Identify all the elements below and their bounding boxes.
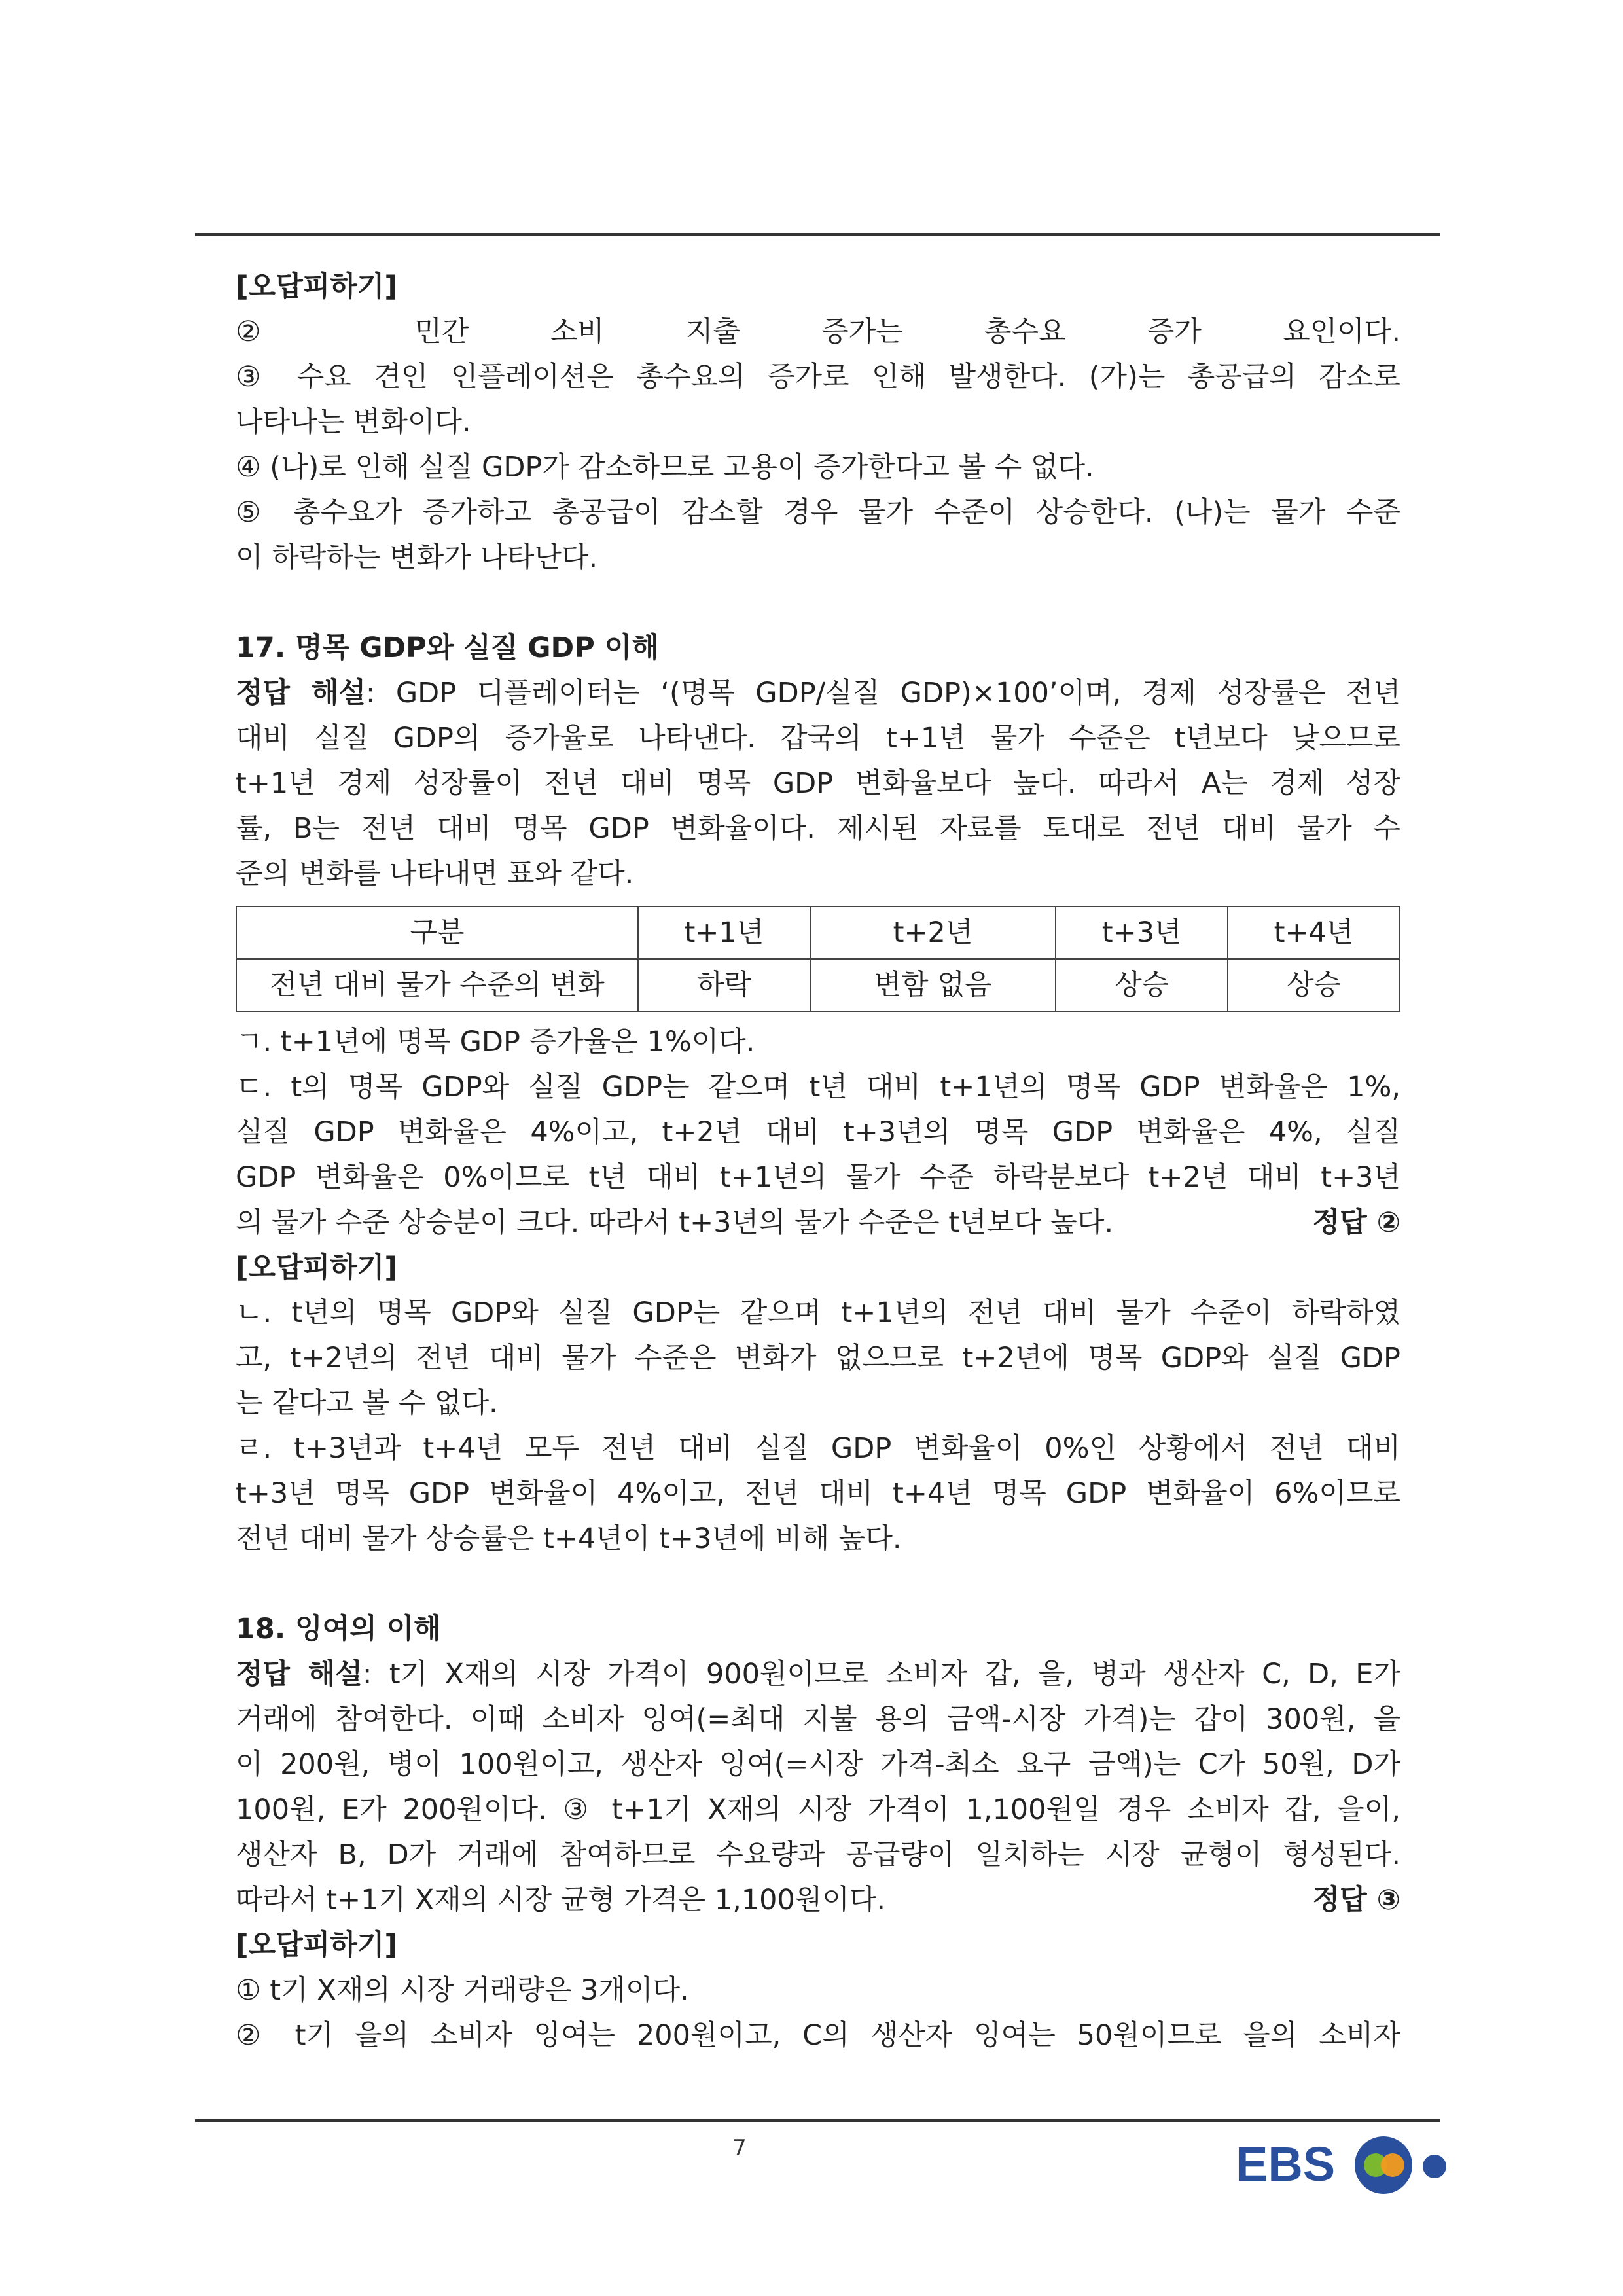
- text-line: ② 민간 소비 지출 증가는 총수요 증가 요인이다.: [236, 315, 1400, 348]
- question-title: 18. 잉여의 이해: [236, 1613, 441, 1645]
- text-line: ③ 수요 견인 인플레이션은 총수요의 증가로 인해 발생한다. (가)는 총공급의 감소로: [236, 361, 1400, 393]
- table-cell: 하락: [638, 959, 810, 1011]
- text-line: ㄴ. t년의 명목 GDP와 실질 GDP는 같으며 t+1년의 전년 대비 물가 수준이 하락하였: [236, 1297, 1400, 1329]
- text-line: 대비 실질 GDP의 증가율로 나타낸다. 갑국의 t+1년 물가 수준은 t년보다 낮으므로: [236, 722, 1400, 755]
- table-cell: 상승: [1056, 959, 1228, 1011]
- correct-answer: 정답 ②: [1312, 1206, 1400, 1239]
- table-cell: 전년 대비 물가 수준의 변화: [236, 959, 638, 1011]
- text-line: 률, B는 전년 대비 명목 GDP 변화율이다. 제시된 자료를 토대로 전년 대비 물가 수: [236, 812, 1400, 845]
- table-row: [236, 959, 1400, 1011]
- text-line: 따라서 t+1기 X재의 시장 균형 가격은 1,100원이다.: [236, 1884, 886, 1916]
- text-line: 이 200원, 병이 100원이고, 생산자 잉여(=시장 가격-최소 요구 금액)는 C가 50원, D가: [236, 1748, 1400, 1781]
- table-header-cell: t+2년: [810, 906, 1056, 959]
- text-line: 는 같다고 볼 수 없다.: [236, 1387, 498, 1420]
- text-line: t+3년 명목 GDP 변화율이 4%이고, 전년 대비 t+4년 명목 GDP 변화율이 6%이므로: [236, 1477, 1400, 1510]
- table-header-cell: t+3년: [1056, 906, 1228, 959]
- text-line: ① t기 X재의 시장 거래량은 3개이다.: [236, 1974, 689, 2007]
- text-line: t+1년 경제 성장률이 전년 대비 명목 GDP 변화율보다 높다. 따라서 A는 경제 성장: [236, 767, 1400, 800]
- text-line: 실질 GDP 변화율은 4%이고, t+2년 대비 t+3년의 명목 GDP 변화율은 4%, 실질: [236, 1116, 1400, 1149]
- text-line: ㄹ. t+3년과 t+4년 모두 전년 대비 실질 GDP 변화율이 0%인 상황에서 전년 대비: [236, 1432, 1400, 1465]
- text-line: ㄷ. t의 명목 GDP와 실질 GDP는 같으며 t년 대비 t+1년의 명목 GDP 변화율은 1%,: [236, 1071, 1400, 1103]
- logo-orange-dot-icon: [1381, 2153, 1404, 2177]
- text-line: 100원, E가 200원이다. ③ t+1기 X재의 시장 가격이 1,100원일 경우 소비자 갑, 을이,: [236, 1793, 1400, 1826]
- text-line: 이 하락하는 변화가 나타난다.: [236, 541, 598, 574]
- text-line: ⑤ 총수요가 증가하고 총공급이 감소할 경우 물가 수준이 상승한다. (나)는 물가 수준: [236, 496, 1400, 529]
- answer-line: [236, 1200, 1400, 1246]
- table-header-cell: t+4년: [1228, 906, 1400, 959]
- table-header-row: [236, 906, 1400, 959]
- text-line: ④ (나)로 인해 실질 GDP가 감소하므로 고용이 증가한다고 볼 수 없다.: [236, 451, 1094, 484]
- text-line: 준의 변화를 나타내면 표와 같다.: [236, 857, 634, 890]
- question-title: 17. 명목 GDP와 실질 GDP 이해: [236, 632, 659, 664]
- text-line: 정답 해설: t기 X재의 시장 가격이 900원이므로 소비자 갑, 을, 병과 생산자 C, D, E가: [236, 1658, 1401, 1691]
- table-cell: 변함 없음: [810, 959, 1056, 1011]
- table-header-cell: t+1년: [638, 906, 810, 959]
- text-line: 고, t+2년의 전년 대비 물가 수준은 변화가 없으므로 t+2년에 명목 GDP와 실질 GDP: [236, 1342, 1400, 1374]
- text-line: GDP 변화율은 0%이므로 t년 대비 t+1년의 물가 수준 하락분보다 t+2년 대비 t+3년: [236, 1161, 1400, 1194]
- answer-explanation-label: 정답 해설: [236, 1658, 363, 1691]
- text-line: 정답 해설: GDP 디플레이터는 ‘(명목 GDP/실질 GDP)×100’이며, 경제 성장률은 전년: [236, 677, 1400, 709]
- logo-small-dot-icon: [1423, 2155, 1446, 2178]
- text-line: 전년 대비 물가 상승률은 t+4년이 t+3년에 비해 높다.: [236, 1522, 902, 1555]
- text-line: 거래에 참여한다. 이때 소비자 잉여(=최대 지불 용의 금액-시장 가격)는 갑이 300원, 을: [236, 1703, 1400, 1736]
- text-line: 생산자 B, D가 거래에 참여하므로 수요량과 공급량이 일치하는 시장 균형이 형성된다.: [236, 1839, 1400, 1871]
- top-rule: [195, 233, 1440, 236]
- section-header: [오답피하기]: [236, 270, 397, 303]
- text-line: 의 물가 수준 상승분이 크다. 따라서 t+3년의 물가 수준은 t년보다 높다.: [236, 1206, 1114, 1239]
- page-number: 7: [732, 2135, 747, 2161]
- text-line: 나타나는 변화이다.: [236, 406, 471, 439]
- ebs-logo-text: EBS: [1236, 2137, 1336, 2191]
- bottom-rule: [195, 2119, 1440, 2122]
- answer-explanation-label: 정답 해설: [236, 677, 366, 709]
- table-header-cell: 구분: [236, 906, 638, 959]
- answer-line: [236, 1878, 1400, 1923]
- page-content: [236, 264, 1400, 2058]
- price-level-table: [236, 906, 1400, 1012]
- correct-answer: 정답 ③: [1312, 1884, 1400, 1916]
- text-line: ㄱ. t+1년에 명목 GDP 증가율은 1%이다.: [236, 1026, 755, 1058]
- section-header: [오답피하기]: [236, 1929, 397, 1962]
- text-line: ② t기 을의 소비자 잉여는 200원이고, C의 생산자 잉여는 50원이므로 을의 소비자: [236, 2019, 1400, 2052]
- section-header: [오답피하기]: [236, 1251, 397, 1284]
- ebs-logo: [1236, 2128, 1452, 2197]
- table-cell: 상승: [1228, 959, 1400, 1011]
